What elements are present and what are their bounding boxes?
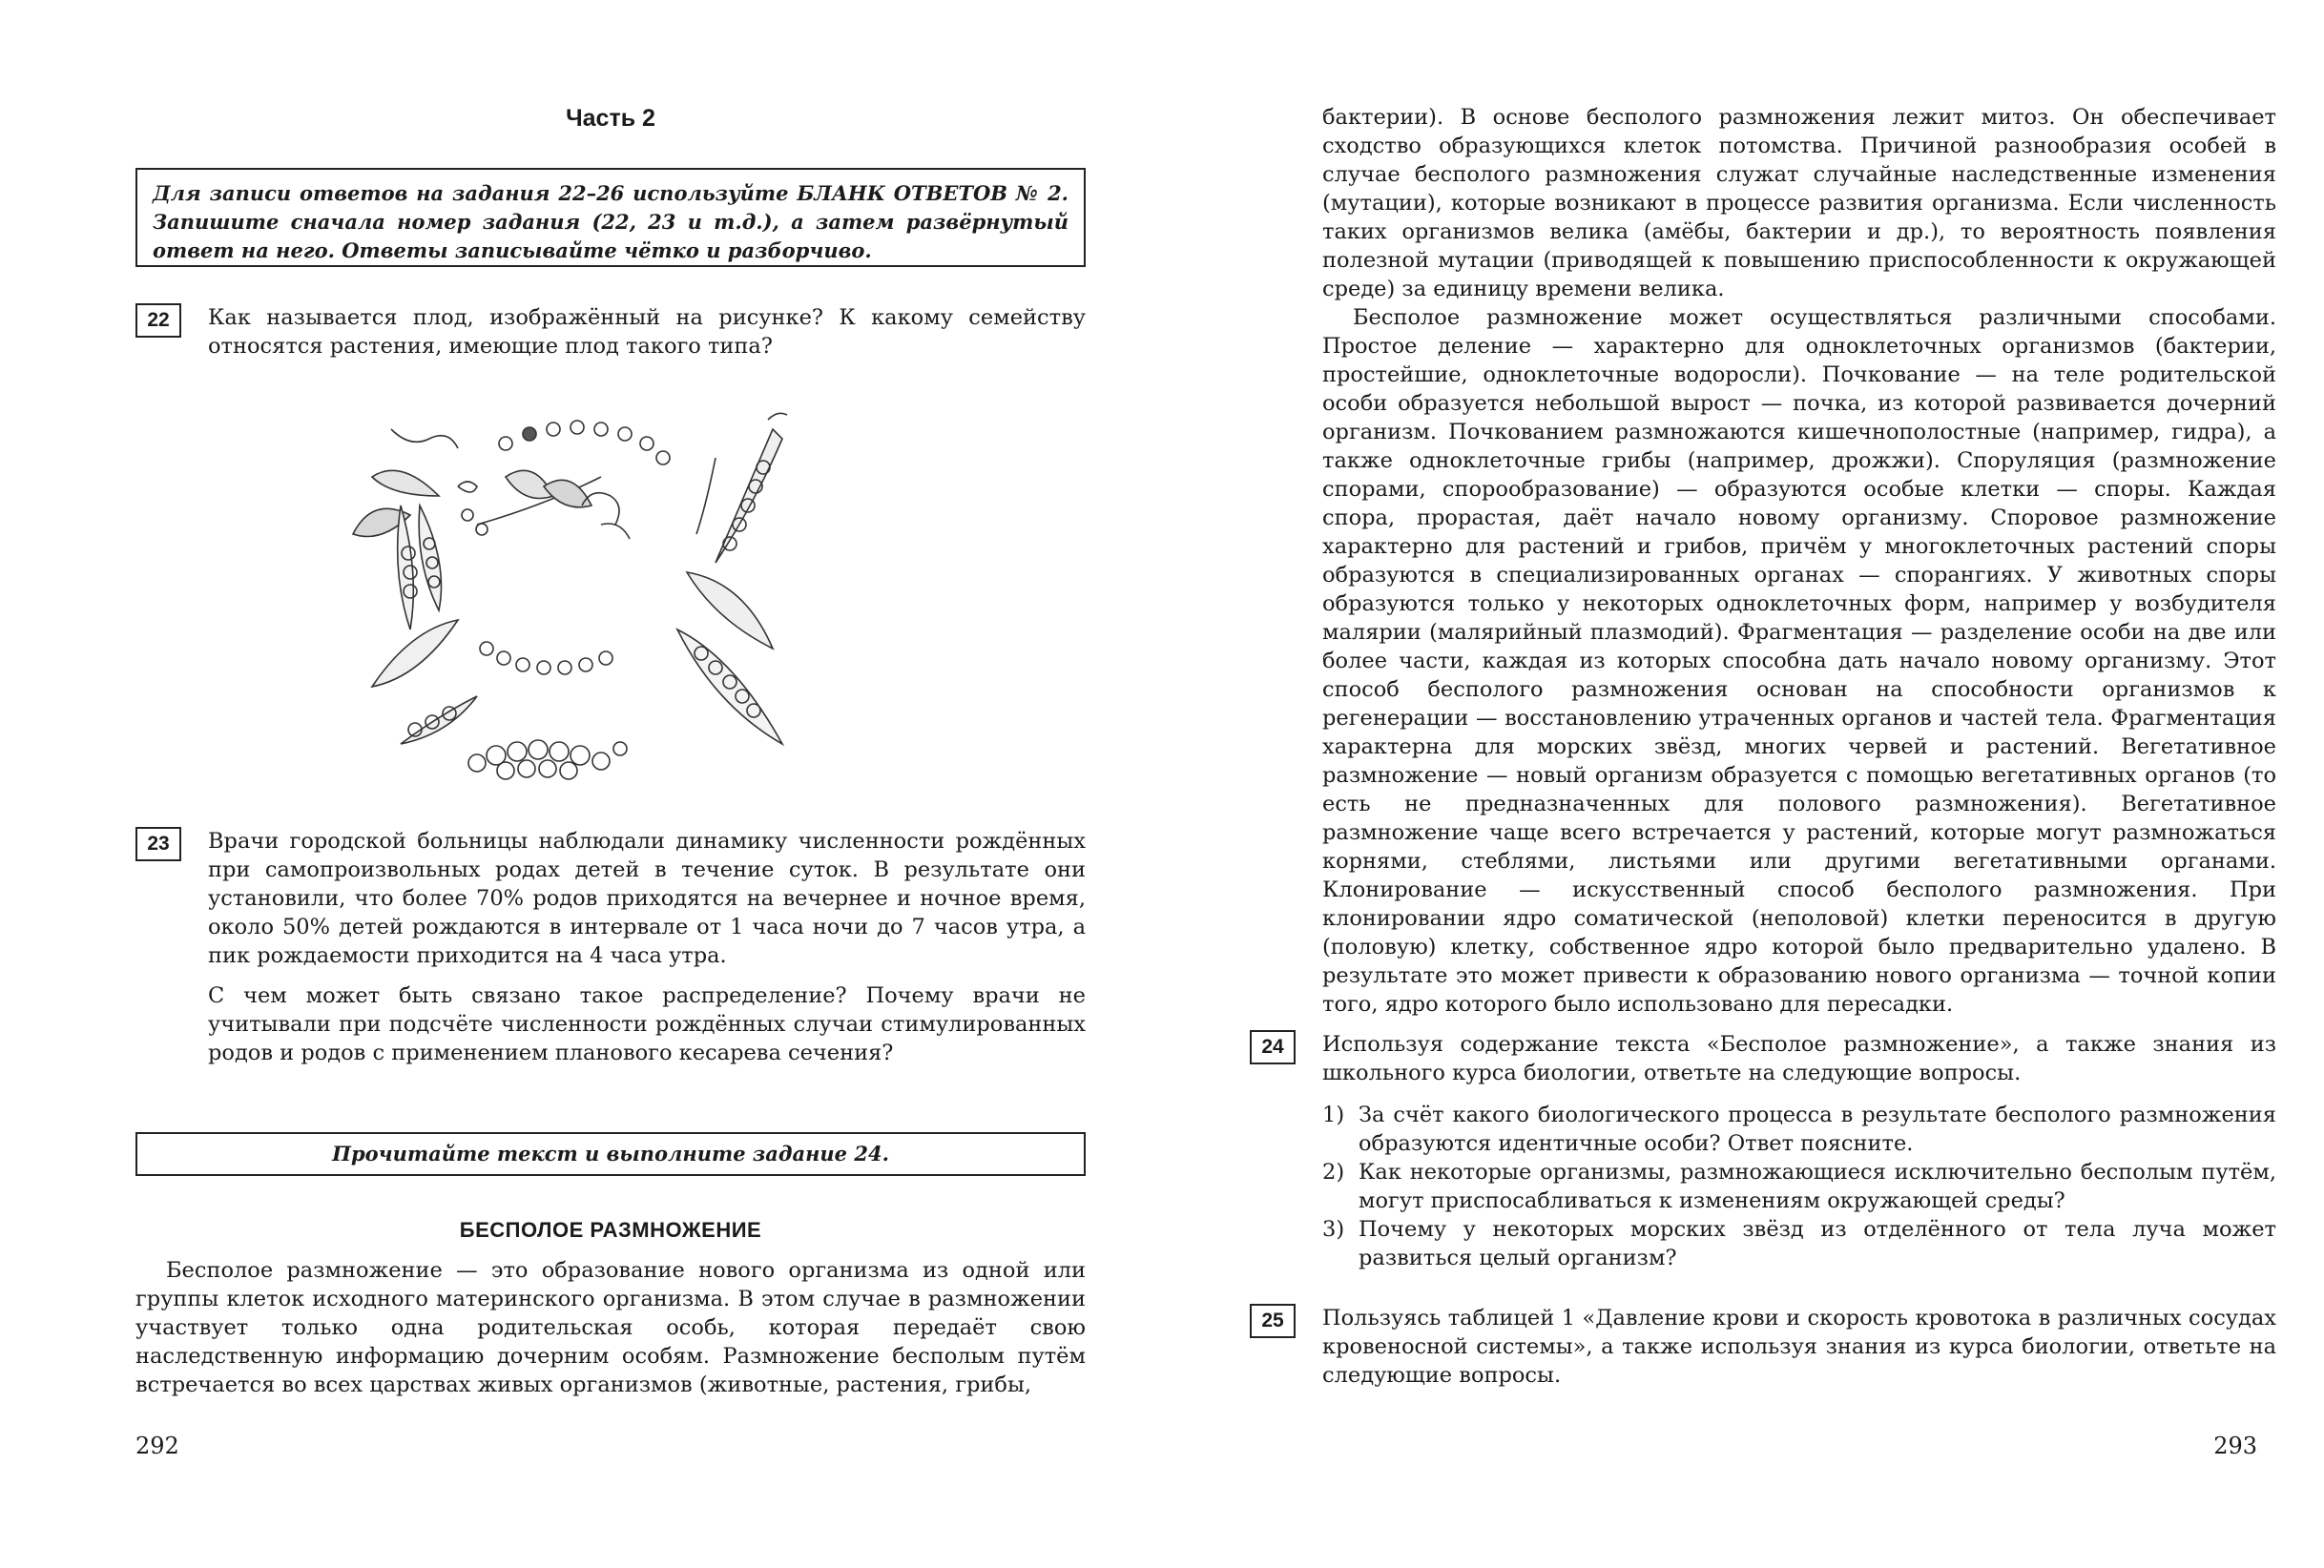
question-23-number: 23 (135, 827, 181, 861)
list-item-text: Как некоторые организмы, размножающиеся исключительно бесполым путём, могут приспосабливаться к изменениям окружающей среды? (1359, 1160, 2276, 1213)
question-23-paragraph-1: Врачи городской больницы наблюдали динамику численности рождённых при самопроизвольных родах детей в течение суток. В результате они установили, что более 70% родов приходятся на вечернее и ночное время, около 50% детей рождаются в интервале от 1 часа ночи до 7 часов утра, а пик рождаемости приходится на 4 часа утра. (208, 829, 1086, 968)
question-25-number: 25 (1250, 1304, 1296, 1338)
pea-pod-bottom-right (677, 572, 782, 744)
paragraph-2: Бесполое размножение может осуществляться различными способами. Простое деление — характерно для одноклеточных организмов (бактерии, простейшие, одноклеточные водоросли). Почкование — на теле родительской особи образуется небольшой вырост — почка, из которой развивается дочерний организм. Почкованием размножаются кишечнополостные (например, гидра), а также одноклеточные грибы (например, дрожжи). Споруляция (размножение спорами, спорообразование) — образуются особые клетки — споры. Каждая спора, прорастая, даёт начало новому организму. Споровое размножение характерно для растений и грибов, причём у многоклеточных растений споры образуются в специализированных органах — спорангиях. У животных споры образуются только у некоторых одноклеточных форм, например у возбудителя малярии (малярийный плазмодий). Фрагментация — разделение особи на две или более части, каждая из которых способна дать начало новому организму. Этот способ бесполого размножения основан на способности организмов к регенерации — восстановлению утраченных органов и частей тела. Фрагментация характерна для морских звёзд, многих червей и растений. Вегетативное размножение — новый организм образуется с помощью вегетативных органов (то есть не предназначенных для полового размножения). Вегетативное размножение чаще всего встречается у растений, которые могут размножаться корнями, стеблями, листьями или другими вегетативными органами. Клонирование — искусственный способ бесполого размножения. При клонировании ядро соматической (неполовой) клетки переносится в другую (половую) клетку, собственное ядро которой было предварительно удалено. В результате это может привести к образованию нового организма — точной копии того, ядро которого было использовано для пересадки. (1322, 305, 2276, 1017)
instruction-box: Для записи ответов на задания 22–26 используйте БЛАНК ОТВЕТОВ № 2. Запишите сначала номер задания (22, 23 и т.д.), а затем развёрнутый ответ на него. Ответы записывайте чётко и разборчиво. (135, 168, 1086, 267)
pea-sprig-center (477, 470, 630, 539)
question-24-text: Используя содержание текста «Бесполое размножение», а также знания из школьного курса биологии, ответьте на следующие вопросы. (1322, 1032, 2276, 1085)
part-title: Часть 2 (566, 105, 655, 132)
list-item-text: За счёт какого биологического процесса в результате бесполого размножения образуются идентичные особи? Ответ поясните. (1359, 1103, 2276, 1156)
list-item (1322, 1101, 2276, 1158)
question-22-text: Как называется плод, изображённый на рисунке? К какому семейству относятся растения, имеющие плод такого типа? (208, 305, 1086, 359)
pea-pod-mid-left (372, 620, 477, 744)
list-item-text: Почему у некоторых морских звёзд из отделённого от тела луча может развиться целый организм? (1359, 1217, 2276, 1270)
question-24-number: 24 (1250, 1030, 1296, 1064)
pea-arc-bottom (480, 642, 612, 674)
section-text: Бесполое размножение — это образование нового организма из одной или группы клеток исходного материнского организма. В этом случае в размножении участвует только одна родительская особь, которая передаёт свою наследственную информацию дочерним особям. Размножение бесполым путём встречается во всех царствах живых организмов (животные, растения, грибы, (135, 1258, 1086, 1397)
question-22-number: 22 (135, 303, 181, 338)
list-item-number: 3) (1322, 1217, 1345, 1242)
question-24-list (1322, 1101, 2276, 1272)
list-item-number: 1) (1322, 1103, 1345, 1127)
page-number-right: 293 (2213, 1433, 2257, 1459)
read-instruction-box: Прочитайте текст и выполните задание 24. (135, 1132, 1086, 1176)
pea-pile-bottom (468, 740, 627, 779)
pea-pod-illustration (334, 401, 830, 782)
pea-pod-top-left (353, 429, 488, 629)
paragraph-1: бактерии). В основе бесполого размножения лежит митоз. Он обеспечивает сходство образующихся клеток потомства. Причиной разнообразия особей в случае бесполого размножения служат случайные наследственные изменения (мутации), которые возникают в процессе развития организма. Если численность таких организмов велика (амёбы, бактерии и др.), то вероятность появления полезной мутации (приводящей к повышению приспособленности к окружающей среде) за единицу времени велика. (1322, 105, 2276, 301)
pea-arc-top (499, 421, 670, 464)
pea-pod-top-right (696, 413, 787, 563)
question-25-text: Пользуясь таблицей 1 «Давление крови и скорость кровотока в различных сосудах кровеносной системы», а также используя знания из курса биологии, ответьте на следующие вопросы. (1322, 1306, 2276, 1388)
list-item (1322, 1215, 2276, 1272)
section-title: БЕСПОЛОЕ РАЗМНОЖЕНИЕ (459, 1218, 762, 1242)
page-number-left: 292 (135, 1433, 179, 1459)
right-page (1162, 0, 2324, 1568)
question-23-text (208, 827, 1086, 1067)
list-item-number: 2) (1322, 1160, 1345, 1185)
question-23-paragraph-2: С чем может быть связано такое распределение? Почему врачи не учитывали при подсчёте численности рождённых случаи стимулированных родов и родов с применением планового кесарева сечения? (208, 983, 1086, 1065)
text-column (1322, 103, 2276, 1019)
list-item (1322, 1158, 2276, 1215)
